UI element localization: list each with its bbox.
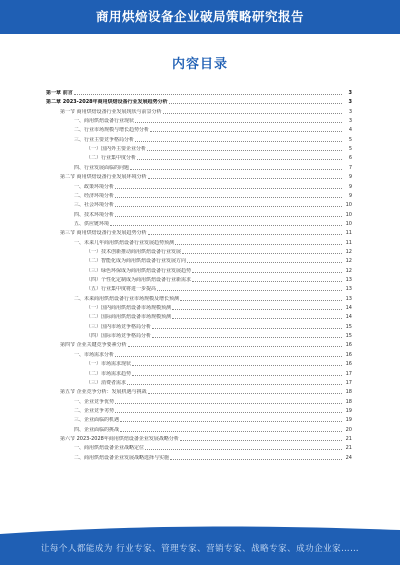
toc-entry[interactable] xyxy=(74,452,352,461)
toc-entry-title: （四）国际市场竞争格局分析 xyxy=(86,333,152,340)
toc-entry-title: 一、政策环境分析 xyxy=(74,183,115,190)
toc-entry-title: 三、行业主要竞争格局分析 xyxy=(74,136,135,143)
toc-entry[interactable] xyxy=(86,265,352,274)
toc-entry[interactable] xyxy=(74,237,352,246)
toc-dot-leader xyxy=(192,281,342,282)
toc-entry-title: 二、企业竞争劣势 xyxy=(74,407,115,414)
toc-entry-title: 第二节 商用烘焙设备行业发展环境分析 xyxy=(60,174,147,181)
toc-entry[interactable] xyxy=(74,199,352,208)
toc-entry[interactable] xyxy=(74,442,352,451)
toc-entry-title: 四、企业面临的挑战 xyxy=(74,426,120,433)
toc-entry[interactable] xyxy=(60,171,352,180)
toc-entry-page: 13 xyxy=(345,295,352,302)
toc-dot-leader xyxy=(170,459,342,460)
report-title: 商用烘焙设备企业破局策略研究报告 xyxy=(95,9,304,24)
toc-entry-page: 15 xyxy=(345,333,352,340)
toc-entry-page: 14 xyxy=(345,305,352,312)
toc-entry[interactable] xyxy=(86,255,352,264)
toc-entry[interactable] xyxy=(86,274,352,283)
toc-entry-page: 18 xyxy=(345,398,352,405)
toc-entry[interactable] xyxy=(86,143,352,152)
toc-dot-leader xyxy=(148,178,342,179)
toc-entry-page: 3 xyxy=(348,108,352,115)
toc-entry[interactable] xyxy=(60,106,352,115)
toc-dot-leader xyxy=(192,272,342,273)
toc-entry[interactable] xyxy=(86,311,352,320)
toc-entry-title: （三）绿色环保成为商用烘焙设备行业发展趋势 xyxy=(86,267,192,274)
toc-entry[interactable] xyxy=(86,358,352,367)
toc-entry-page: 19 xyxy=(345,417,352,424)
toc-entry-title: 四、行业发展面临的问题 xyxy=(74,164,130,171)
toc-entry-page: 17 xyxy=(345,379,352,386)
toc-entry-title: 二、商用烘焙设备企业发展战略选择与实施 xyxy=(74,454,170,461)
toc-entry-title: （一）技术创新推动商用烘焙设备行业发展 xyxy=(86,248,182,255)
toc-entry-title: 五、供应链环境 xyxy=(74,220,110,227)
toc-dot-leader xyxy=(135,122,342,123)
toc-dot-leader xyxy=(147,150,342,151)
toc-dot-leader xyxy=(135,141,342,142)
toc-entry[interactable] xyxy=(60,386,352,395)
toc-entry[interactable] xyxy=(74,181,352,190)
footer-slogan: 让每个人都能成为 行业专家、管理专家、营销专家、战略专家、成功企业家…… xyxy=(40,544,360,554)
toc-entry-title: 二、行业市场规模与增长趋势分析 xyxy=(74,127,150,134)
toc-entry-title: （三）国内市场竞争格局分析 xyxy=(86,323,152,330)
toc-entry[interactable] xyxy=(86,368,352,377)
toc-dot-leader xyxy=(172,309,342,310)
toc-entry[interactable] xyxy=(86,152,352,161)
toc-dot-leader xyxy=(132,375,342,376)
toc-entry-page: 21 xyxy=(345,445,352,452)
toc-heading: 内容目录 xyxy=(171,57,228,72)
toc-entry-page: 21 xyxy=(345,435,352,442)
toc-dot-leader xyxy=(152,328,342,329)
toc-entry-title: 一、企业竞争优势 xyxy=(74,398,115,405)
toc-entry[interactable] xyxy=(74,124,352,133)
toc-entry-title: 第三节 商用烘焙设备行业发展趋势分析 xyxy=(60,230,147,237)
toc-entry-page: 5 xyxy=(348,146,352,153)
toc-entry[interactable] xyxy=(74,405,352,414)
toc-entry-page: 7 xyxy=(348,164,352,171)
toc-entry-page: 19 xyxy=(345,407,352,414)
toc-entry[interactable] xyxy=(74,190,352,199)
header-banner xyxy=(0,0,400,34)
toc-entry-page: 16 xyxy=(345,342,352,349)
toc-entry[interactable] xyxy=(74,162,352,171)
toc-entry-page: 12 xyxy=(345,258,352,265)
toc-entry-page: 3 xyxy=(348,118,352,125)
toc-entry-title: 一、商用烘焙设备行业现状 xyxy=(74,118,135,125)
toc-entry-title: （一）国内商用烘焙设备市场规模预测 xyxy=(86,305,172,312)
toc-entry[interactable] xyxy=(74,134,352,143)
toc-entry-page: 5 xyxy=(348,136,352,143)
toc-entry-page: 4 xyxy=(348,127,352,134)
toc-dot-leader xyxy=(74,94,342,95)
toc-dot-leader xyxy=(169,103,342,104)
toc-entry-title: （二）市场需求趋势 xyxy=(86,370,132,377)
toc-entry-title: 二、经济环境分析 xyxy=(74,192,115,199)
toc-dot-leader xyxy=(115,188,342,189)
toc-dot-leader xyxy=(115,206,342,207)
toc-entry-title: （五）行业集中度将进一步提高 xyxy=(86,286,157,293)
toc-entry-page: 10 xyxy=(345,211,352,218)
footer-banner xyxy=(0,534,400,565)
toc-entry-page: 10 xyxy=(345,220,352,227)
toc-entry-title: 四、技术环境分析 xyxy=(74,211,115,218)
toc-entry-page: 12 xyxy=(345,267,352,274)
toc-entry-page: 16 xyxy=(345,351,352,358)
toc-dot-leader xyxy=(187,262,342,263)
toc-entry-title: 一、未来几年商用烘焙设备行业发展趋势预测 xyxy=(74,239,175,246)
toc-entry[interactable] xyxy=(74,414,352,423)
toc-entry[interactable] xyxy=(74,396,352,405)
toc-entry-title: 二、未来商用烘焙设备行业市场规模及增长预测 xyxy=(74,295,180,302)
toc-entry-title: （四）个性化定制成为商用烘焙设备行业新需求 xyxy=(86,277,192,283)
toc-entry-page: 16 xyxy=(345,361,352,368)
toc-dot-leader xyxy=(172,318,342,319)
toc-entry[interactable] xyxy=(74,293,352,302)
toc-dot-leader xyxy=(115,197,342,198)
toc-entry-title: 第二章 2023-2028年商用烘焙设备行业发展趋势分析 xyxy=(46,99,168,106)
toc-dot-leader xyxy=(115,216,342,217)
toc-entry-title: （一）国内外主要企业分析 xyxy=(86,146,147,153)
toc-dot-leader xyxy=(115,403,342,404)
toc-dot-leader xyxy=(130,169,342,170)
toc-dot-leader xyxy=(120,421,342,422)
toc-dot-leader xyxy=(152,337,342,338)
toc-entry-title: 一、市场需求分析 xyxy=(74,351,115,358)
toc-entry-page: 11 xyxy=(345,230,352,237)
toc-entry-title: （一）市场需求现状 xyxy=(86,361,132,368)
toc-entry[interactable] xyxy=(86,330,352,339)
toc-entry-title: 第五节 企业竞争分析：发展机遇与挑战 xyxy=(60,389,147,396)
toc-entry-page: 18 xyxy=(345,389,352,396)
toc-entry-title: 第一章 前言 xyxy=(46,90,73,96)
toc-dot-leader xyxy=(180,440,342,441)
toc-dot-leader xyxy=(127,384,342,385)
toc-entry[interactable] xyxy=(86,377,352,386)
toc-entry-page: 12 xyxy=(345,248,352,255)
toc-entry-title: （二）国际商用烘焙设备市场规模预测 xyxy=(86,314,172,321)
toc-entry-page: 9 xyxy=(348,192,352,199)
toc-entry-title: 第六节 2023-2028年商用烘焙设备企业发展战略分析 xyxy=(60,435,179,442)
toc-entry-page: 14 xyxy=(345,314,352,321)
toc-entry-title: （三）消费者需求 xyxy=(86,379,127,386)
toc-entry-page: 20 xyxy=(345,426,352,433)
toc-dot-leader xyxy=(115,412,342,413)
toc-entry-page: 10 xyxy=(345,202,352,209)
toc-dot-leader xyxy=(182,253,342,254)
toc-entry[interactable] xyxy=(46,87,352,96)
toc-entry-title: 一、商用烘焙设备企业战略定位 xyxy=(74,445,145,452)
toc-entry[interactable] xyxy=(74,424,352,433)
toc-dot-leader xyxy=(148,234,342,235)
toc-entry-title: 三、社会环境分析 xyxy=(74,202,115,209)
toc-dot-leader xyxy=(137,159,342,160)
toc-entry[interactable] xyxy=(60,227,352,236)
toc-entry-title: 三、企业面临的机遇 xyxy=(74,417,120,424)
toc-entry-page: 3 xyxy=(348,90,352,96)
toc-dot-leader xyxy=(157,290,342,291)
toc-entry[interactable] xyxy=(86,302,352,311)
toc-entry-page: 17 xyxy=(345,370,352,377)
toc-dot-leader xyxy=(132,365,342,366)
toc-entry[interactable] xyxy=(74,209,352,218)
toc-entry-page: 3 xyxy=(348,99,352,106)
toc-entry-title: 第四节 企业关键竞争要素分析 xyxy=(60,342,127,349)
toc-entry-page: 6 xyxy=(348,155,352,162)
toc-entry[interactable] xyxy=(74,218,352,227)
toc-entry-page: 9 xyxy=(348,183,352,190)
toc-dot-leader xyxy=(128,346,342,347)
toc-entry[interactable] xyxy=(46,96,352,105)
toc-entry[interactable] xyxy=(60,339,352,348)
toc-dot-leader xyxy=(115,356,342,357)
toc-entry[interactable] xyxy=(74,349,352,358)
toc-entry[interactable] xyxy=(86,246,352,255)
toc-entry-title: （二）智能化成为商用烘焙设备行业发展方向 xyxy=(86,258,187,265)
toc-dot-leader xyxy=(120,431,342,432)
toc-dot-leader xyxy=(163,113,342,114)
toc-entry-page: 13 xyxy=(345,286,352,293)
toc-entry-page: 9 xyxy=(348,174,352,181)
toc-entry-page: 11 xyxy=(345,239,352,246)
toc-dot-leader xyxy=(110,225,342,226)
toc-entry[interactable] xyxy=(86,321,352,330)
toc-entry-title: （二）行业集中度分析 xyxy=(86,155,137,162)
toc-dot-leader xyxy=(148,393,342,394)
toc-entry-title: 第一节 商用烘焙设备行业发展现状与前景分析 xyxy=(60,108,162,115)
toc-dot-leader xyxy=(180,300,342,301)
toc-entry[interactable] xyxy=(86,283,352,292)
toc-dot-leader xyxy=(175,244,342,245)
toc-entry[interactable] xyxy=(60,433,352,442)
toc-entry-page: 13 xyxy=(345,277,352,283)
toc-entry-page: 15 xyxy=(345,323,352,330)
toc-entry-page: 24 xyxy=(345,454,352,461)
toc-entry[interactable] xyxy=(74,115,352,124)
toc-dot-leader xyxy=(145,449,342,450)
toc-dot-leader xyxy=(150,131,342,132)
